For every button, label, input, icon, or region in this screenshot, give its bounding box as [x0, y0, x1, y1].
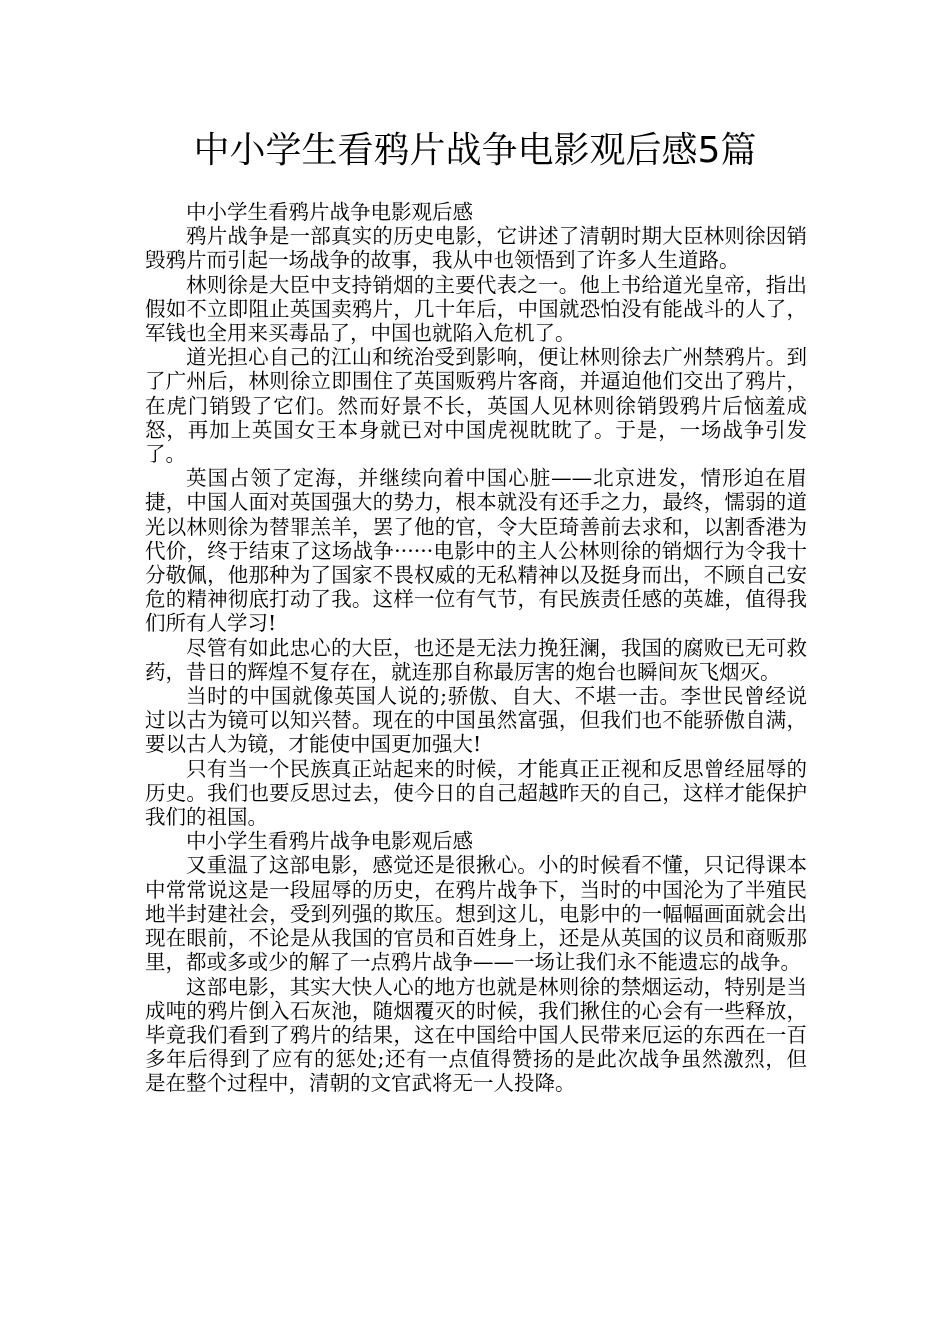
paragraph-subtitle-2: 中小学生看鸦片战争电影观后感	[186, 829, 473, 854]
paragraph: 尽管有如此忠心的大臣，也还是无法力挽狂澜，我国的腐败已无可救药，昔日的辉煌不复存在，就连那自称最厉害的炮台也瞬间灰飞烟灭。	[145, 635, 807, 684]
paragraph: 又重温了这部电影，感觉还是很揪心。小的时候看不懂，只记得课本中常常说这是一段屈辱的历史，在鸦片战争下，当时的中国沦为了半殖民地半封建社会，受到列强的欺压。想到这儿，电影中的一幅幅画面就会出现在眼前，不论是从我国的官员和百姓身上，还是从英国的议员和商贩那里，都或多或少的解了一点鸦片战争——一场让我们永不能遗忘的战争。	[145, 853, 807, 975]
paragraph: 鸦片战争是一部真实的历史电影，它讲述了清朝时期大臣林则徐因销毁鸦片而引起一场战争的故事，我从中也领悟到了许多人生道路。	[145, 224, 807, 273]
paragraph: 英国占领了定海，并继续向着中国心脏——北京进发，情形迫在眉捷，中国人面对英国强大的势力，根本就没有还手之力，最终，懦弱的道光以林则徐为替罪羔羊，罢了他的官，令大臣琦善前去求和，以割香港为代价，终于结束了这场战争······电影中的主人公林则徐的销烟行为令我十分敬佩，他那种为了国家不畏权威的无私精神以及挺身而出，不顾自己安危的精神彻底打动了我。这样一位有气节，有民族责任感的英雄，值得我们所有人学习!	[145, 466, 807, 636]
document-title: 中小学生看鸦片战争电影观后感5篇	[193, 130, 757, 171]
paragraph: 当时的中国就像英国人说的;骄傲、自大、不堪一击。李世民曾经说过以古为镜可以知兴替。现在的中国虽然富强，但我们也不能骄傲自满，要以古人为镜，才能使中国更加强大!	[145, 684, 807, 757]
paragraph: 道光担心自己的江山和统治受到影响，便让林则徐去广州禁鸦片。到了广州后，林则徐立即围住了英国贩鸦片客商，并逼迫他们交出了鸦片，在虎门销毁了它们。然而好景不长，英国人见林则徐销毁鸦片后恼羞成怒，再加上英国女王本身就已对中国虎视眈眈了。于是，一场战争引发了。	[145, 345, 807, 467]
document-body	[145, 200, 807, 1096]
paragraph: 林则徐是大臣中支持销烟的主要代表之一。他上书给道光皇帝，指出假如不立即阻止英国卖鸦片，几十年后，中国就恐怕没有能战斗的人了，军钱也全用来买毒品了，中国也就陷入危机了。	[145, 272, 807, 346]
paragraph: 只有当一个民族真正站起来的时候，才能真正正视和反思曾经屈辱的历史。我们也要反思过去，使今日的自己超越昨天的自己，这样才能保护我们的祖国。	[145, 756, 807, 830]
paragraph-subtitle-1: 中小学生看鸦片战争电影观后感	[186, 200, 473, 224]
paragraph: 这部电影，其实大快人心的地方也就是林则徐的禁烟运动，特别是当成吨的鸦片倒入石灰池，随烟覆灭的时候，我们揪住的心会有一些释放，毕竟我们看到了鸦片的结果，这在中国给中国人民带来厄运的东西在一百多年后得到了应有的惩处;还有一点值得赞扬的是此次战争虽然激烈，但是在整个过程中，清朝的文官武将无一人投降。	[145, 974, 807, 1096]
